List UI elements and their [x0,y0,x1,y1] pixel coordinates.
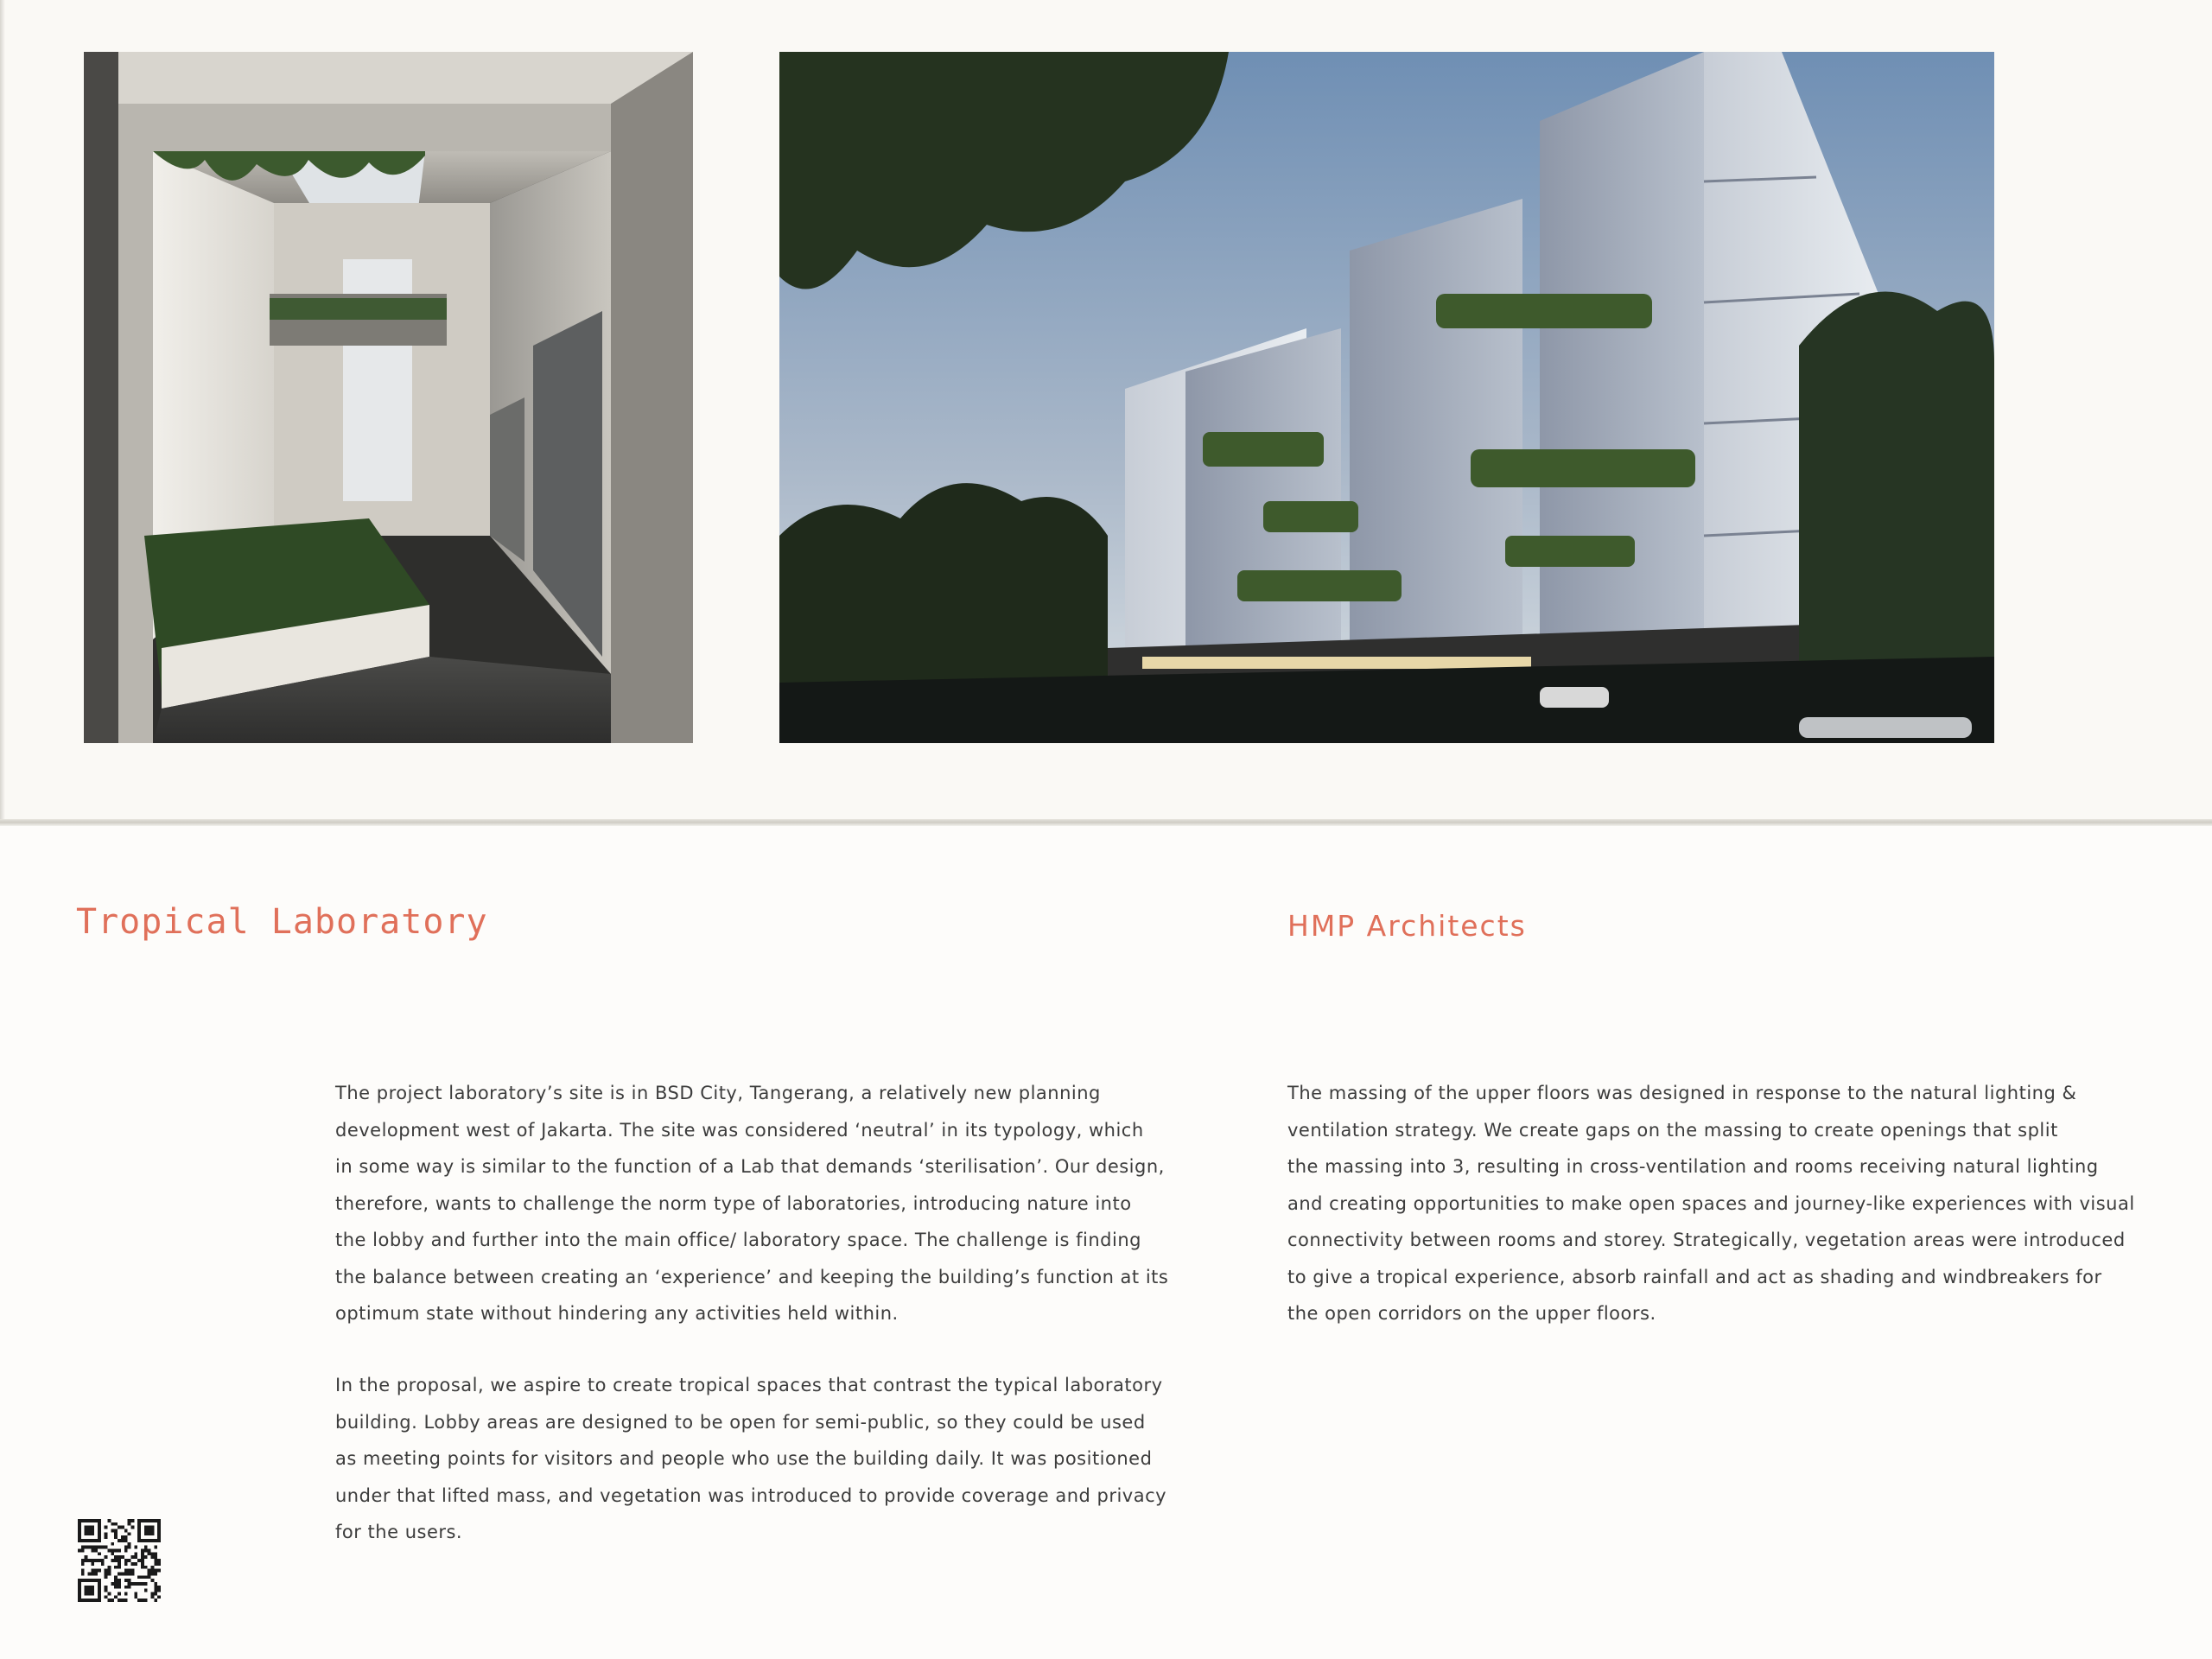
text-line: ventilation strategy. We create gaps on the massing to create openings that split [1287,1119,2058,1141]
text-line: the open corridors on the upper floors. [1287,1303,1656,1324]
text-line: the balance between creating an ‘experience’ and keeping the building’s function at its [335,1266,1169,1287]
text-line: connectivity between rooms and storey. Strategically, vegetation areas were introduced [1287,1230,2126,1250]
text-line: the massing into 3, resulting in cross-ventilation and rooms receiving natural lighting [1287,1156,2099,1177]
text-line: the lobby and further into the main office/ laboratory space. The challenge is finding [335,1230,1141,1250]
text-line: therefore, wants to challenge the norm type of laboratories, introducing nature into [335,1192,1132,1214]
text-line: development west of Jakarta. The site was considered ‘neutral’ in its typology, which [335,1119,1144,1141]
text-line: to give a tropical experience, absorb rainfall and act as shading and windbreakers for [1287,1266,2102,1287]
text-line: under that lifted mass, and vegetation was introduced to provide coverage and privacy [335,1484,1167,1506]
page-fold [0,819,2212,826]
exterior-photo [779,52,1994,743]
text-line: building. Lobby areas are designed to be open for semi-public, so they could be used [335,1411,1146,1433]
text-line: The massing of the upper floors was designed in response to the natural lighting & [1287,1083,2077,1103]
text-line: optimum state without hindering any activities held within. [335,1303,899,1324]
qr-code-icon[interactable] [78,1519,161,1602]
text-line: in some way is similar to the function of a Lab that demands ‘sterilisation’. Our design, [335,1156,1165,1177]
page-edge-shadow [0,0,5,821]
text-line: for the users. [335,1522,463,1542]
text-line: The project laboratory’s site is in BSD City, Tangerang, a relatively new planning [335,1083,1101,1103]
massing-description-paragraph [1287,1075,2135,1332]
corridor-photo [84,52,693,743]
text-line: and creating opportunities to make open spaces and journey-like experiences with visual [1287,1192,2135,1214]
project-description-paragraph [335,1075,1168,1332]
project-title: Tropical Laboratory [76,902,488,942]
text-line: In the proposal, we aspire to create tropical spaces that contrast the typical laboratory [335,1375,1163,1395]
proposal-description-paragraph [335,1367,1166,1551]
firm-title: HMP Architects [1287,909,1527,943]
text-line: as meeting points for visitors and people who use the building daily. It was positioned [335,1448,1153,1469]
